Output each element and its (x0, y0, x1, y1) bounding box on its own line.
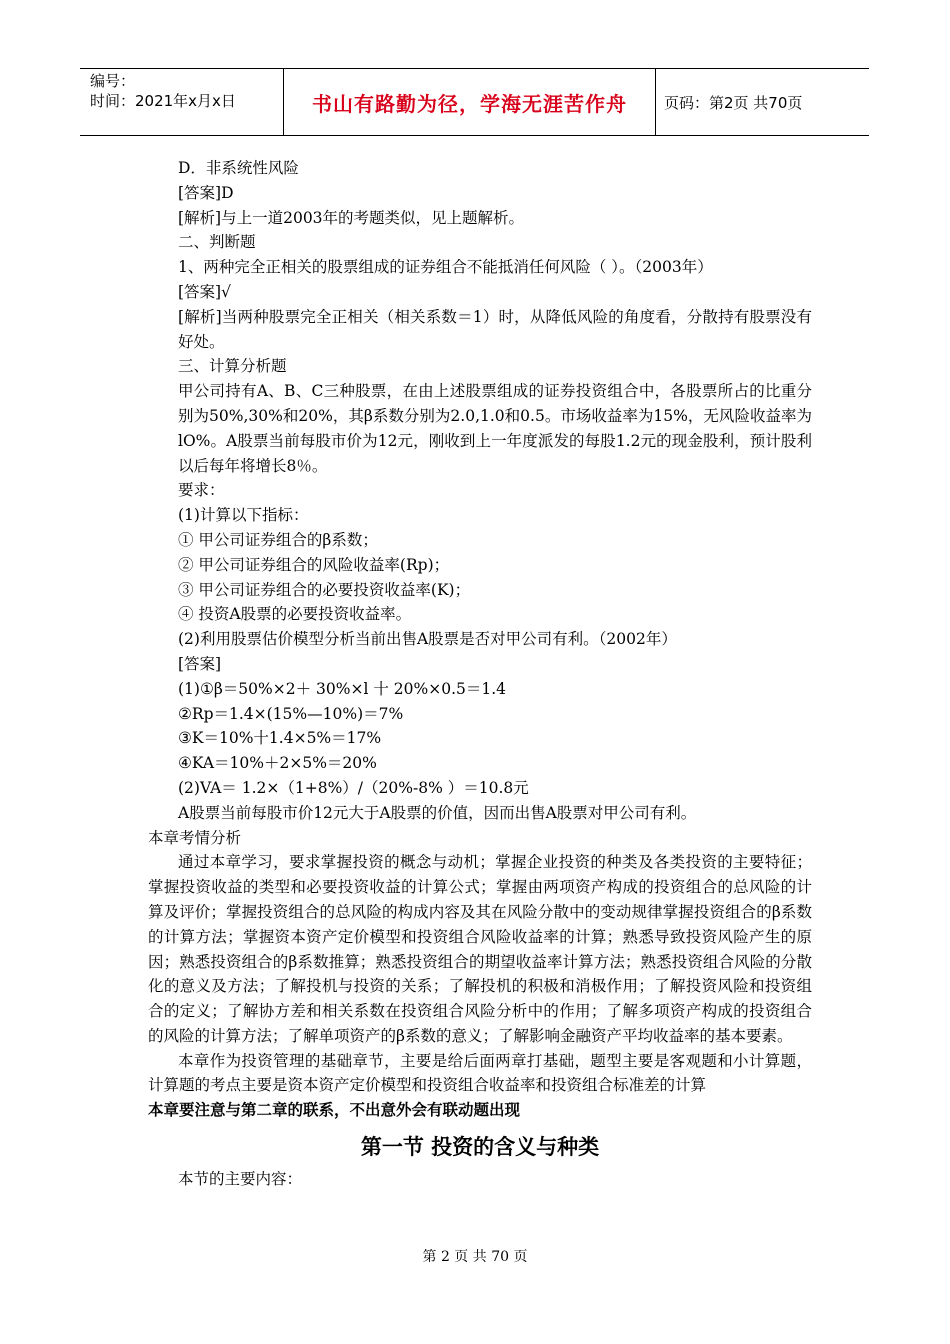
answer-1c: ③K＝10%十1.4×5%＝17% (178, 729, 382, 748)
requirement-1b: ② 甲公司证券组合的风险收益率(Rp)； (178, 555, 450, 574)
chapter-analysis-para-1 (148, 850, 812, 1048)
header-code-label: 编号： (90, 72, 136, 90)
requirement-2: (2)利用股票估价模型分析当前出售A股票是否对甲公司有利。（2002年） (178, 630, 677, 649)
judgement-answer: [答案]√ (178, 282, 231, 301)
chapter-bold-note: 本章要注意与第二章的联系，不出意外会有联动题出现 (148, 1100, 521, 1120)
header-motto: 书山有路勤为径，学海无涯苦作舟 (283, 69, 656, 135)
document-body (148, 156, 812, 1192)
judgement-question: 1、两种完全正相关的股票组成的证券组合不能抵消任何风险（ ）。（2003年） (178, 258, 713, 277)
page-footer (0, 1246, 950, 1266)
answer-heading: [答案] (178, 654, 222, 673)
answer-1d: ④KA＝10%＋2×5%＝20% (178, 754, 377, 773)
section-intro: 本节的主要内容： (178, 1170, 303, 1189)
answer-conclusion: A股票当前每股市价12元大于A股票的价值，因而出售A股票对甲公司有利。 (178, 803, 697, 822)
chapter-analysis-para-2: 本章作为投资管理的基础章节，主要是给后面两章打基础，题型主要是客观题和小计算题，计算题的考点主要是资本资产定价模型和投资组合收益率和投资组合标准差的计算 (148, 1051, 812, 1095)
answer-1a: (1)①β＝50%×2＋ 30%×l 十 20%×0.5＝1.4 (178, 679, 507, 698)
requirement-1: (1)计算以下指标： (178, 506, 309, 525)
header-meta (80, 69, 283, 135)
header-time-label: 时间：2021年x月x日 (90, 92, 236, 110)
section-calc: 三、计算分析题 (178, 357, 287, 376)
answer-1b: ②Rp＝1.4×(15%—10%)＝7% (178, 704, 404, 723)
requirement-1c: ③ 甲公司证券组合的必要投资收益率(K)； (178, 580, 471, 599)
section-judgement: 二、判断题 (178, 233, 256, 252)
requirement-heading: 要求： (178, 481, 225, 500)
answer-2: (2)VA＝ 1.2×（1+8%）/（20%-8% ）＝10.8元 (178, 778, 529, 797)
page-header (80, 68, 869, 136)
judgement-analysis: [解析]当两种股票完全正相关（相关系数＝1）时，从降低风险的角度看，分散持有股票没有好处。 (178, 307, 812, 351)
section-title: 第一节 投资的含义与种类 (360, 1135, 600, 1160)
requirement-1d: ④ 投资A股票的必要投资收益率。 (178, 605, 412, 624)
footer-page-number: 第 2 页 共 70 页 (422, 1249, 528, 1265)
requirement-1a: ① 甲公司证券组合的β系数； (178, 530, 378, 549)
answer-line: [答案]D (178, 183, 234, 202)
analysis-line: [解析]与上一道2003年的考题类似，见上题解析。 (178, 208, 525, 227)
header-page-info: 页码：第2页 共70页 (664, 93, 803, 112)
calc-problem: 甲公司持有A、B、C三种股票，在由上述股票组成的证券投资组合中，各股票所占的比重分别为50%,30%和20%，其β系数分别为2.0,1.0和0.5。市场收益率为15%，无风险收益率为lO%。A股票当前每股市价为12元，刚收到上一年度派发的每股1.2元的现金股利，预计股利以后每年将增长8％。 (178, 382, 812, 475)
chapter-analysis-text-1: 通过本章学习，要求掌握投资的概念与动机；掌握企业投资的种类及各类投资的主要特征；掌握投资收益的类型和必要投资收益的计算公式；掌握由两项资产构成的投资组合的总风险的计算及评价；掌握投资组合的总风险的构成内容及其在风险分散中的变动规律掌握投资组合的β系数的计算方法；掌握资本资产定价模型和投资组合风险收益率的计算；熟悉导致投资风险产生的原因；熟悉投资组合的β系数推算；熟悉投资组合的期望收益率计算方法；熟悉投资组合风险的分散化的意义及方法；了解投机与投资的关系；了解投机的积极和消极作用；了解投资风险和投资组合的定义；了解协方差和相关系数在投资组合风险分析中的作用；了解多项资产构成的投资组合的风险的计算方法；了解单项资产的β系数的意义；了解影响金融资产平均收益率的基本要素。 (148, 853, 812, 1045)
chapter-analysis-heading: 本章考情分析 (148, 828, 242, 847)
option-d: D．非系统性风险 (178, 159, 299, 177)
